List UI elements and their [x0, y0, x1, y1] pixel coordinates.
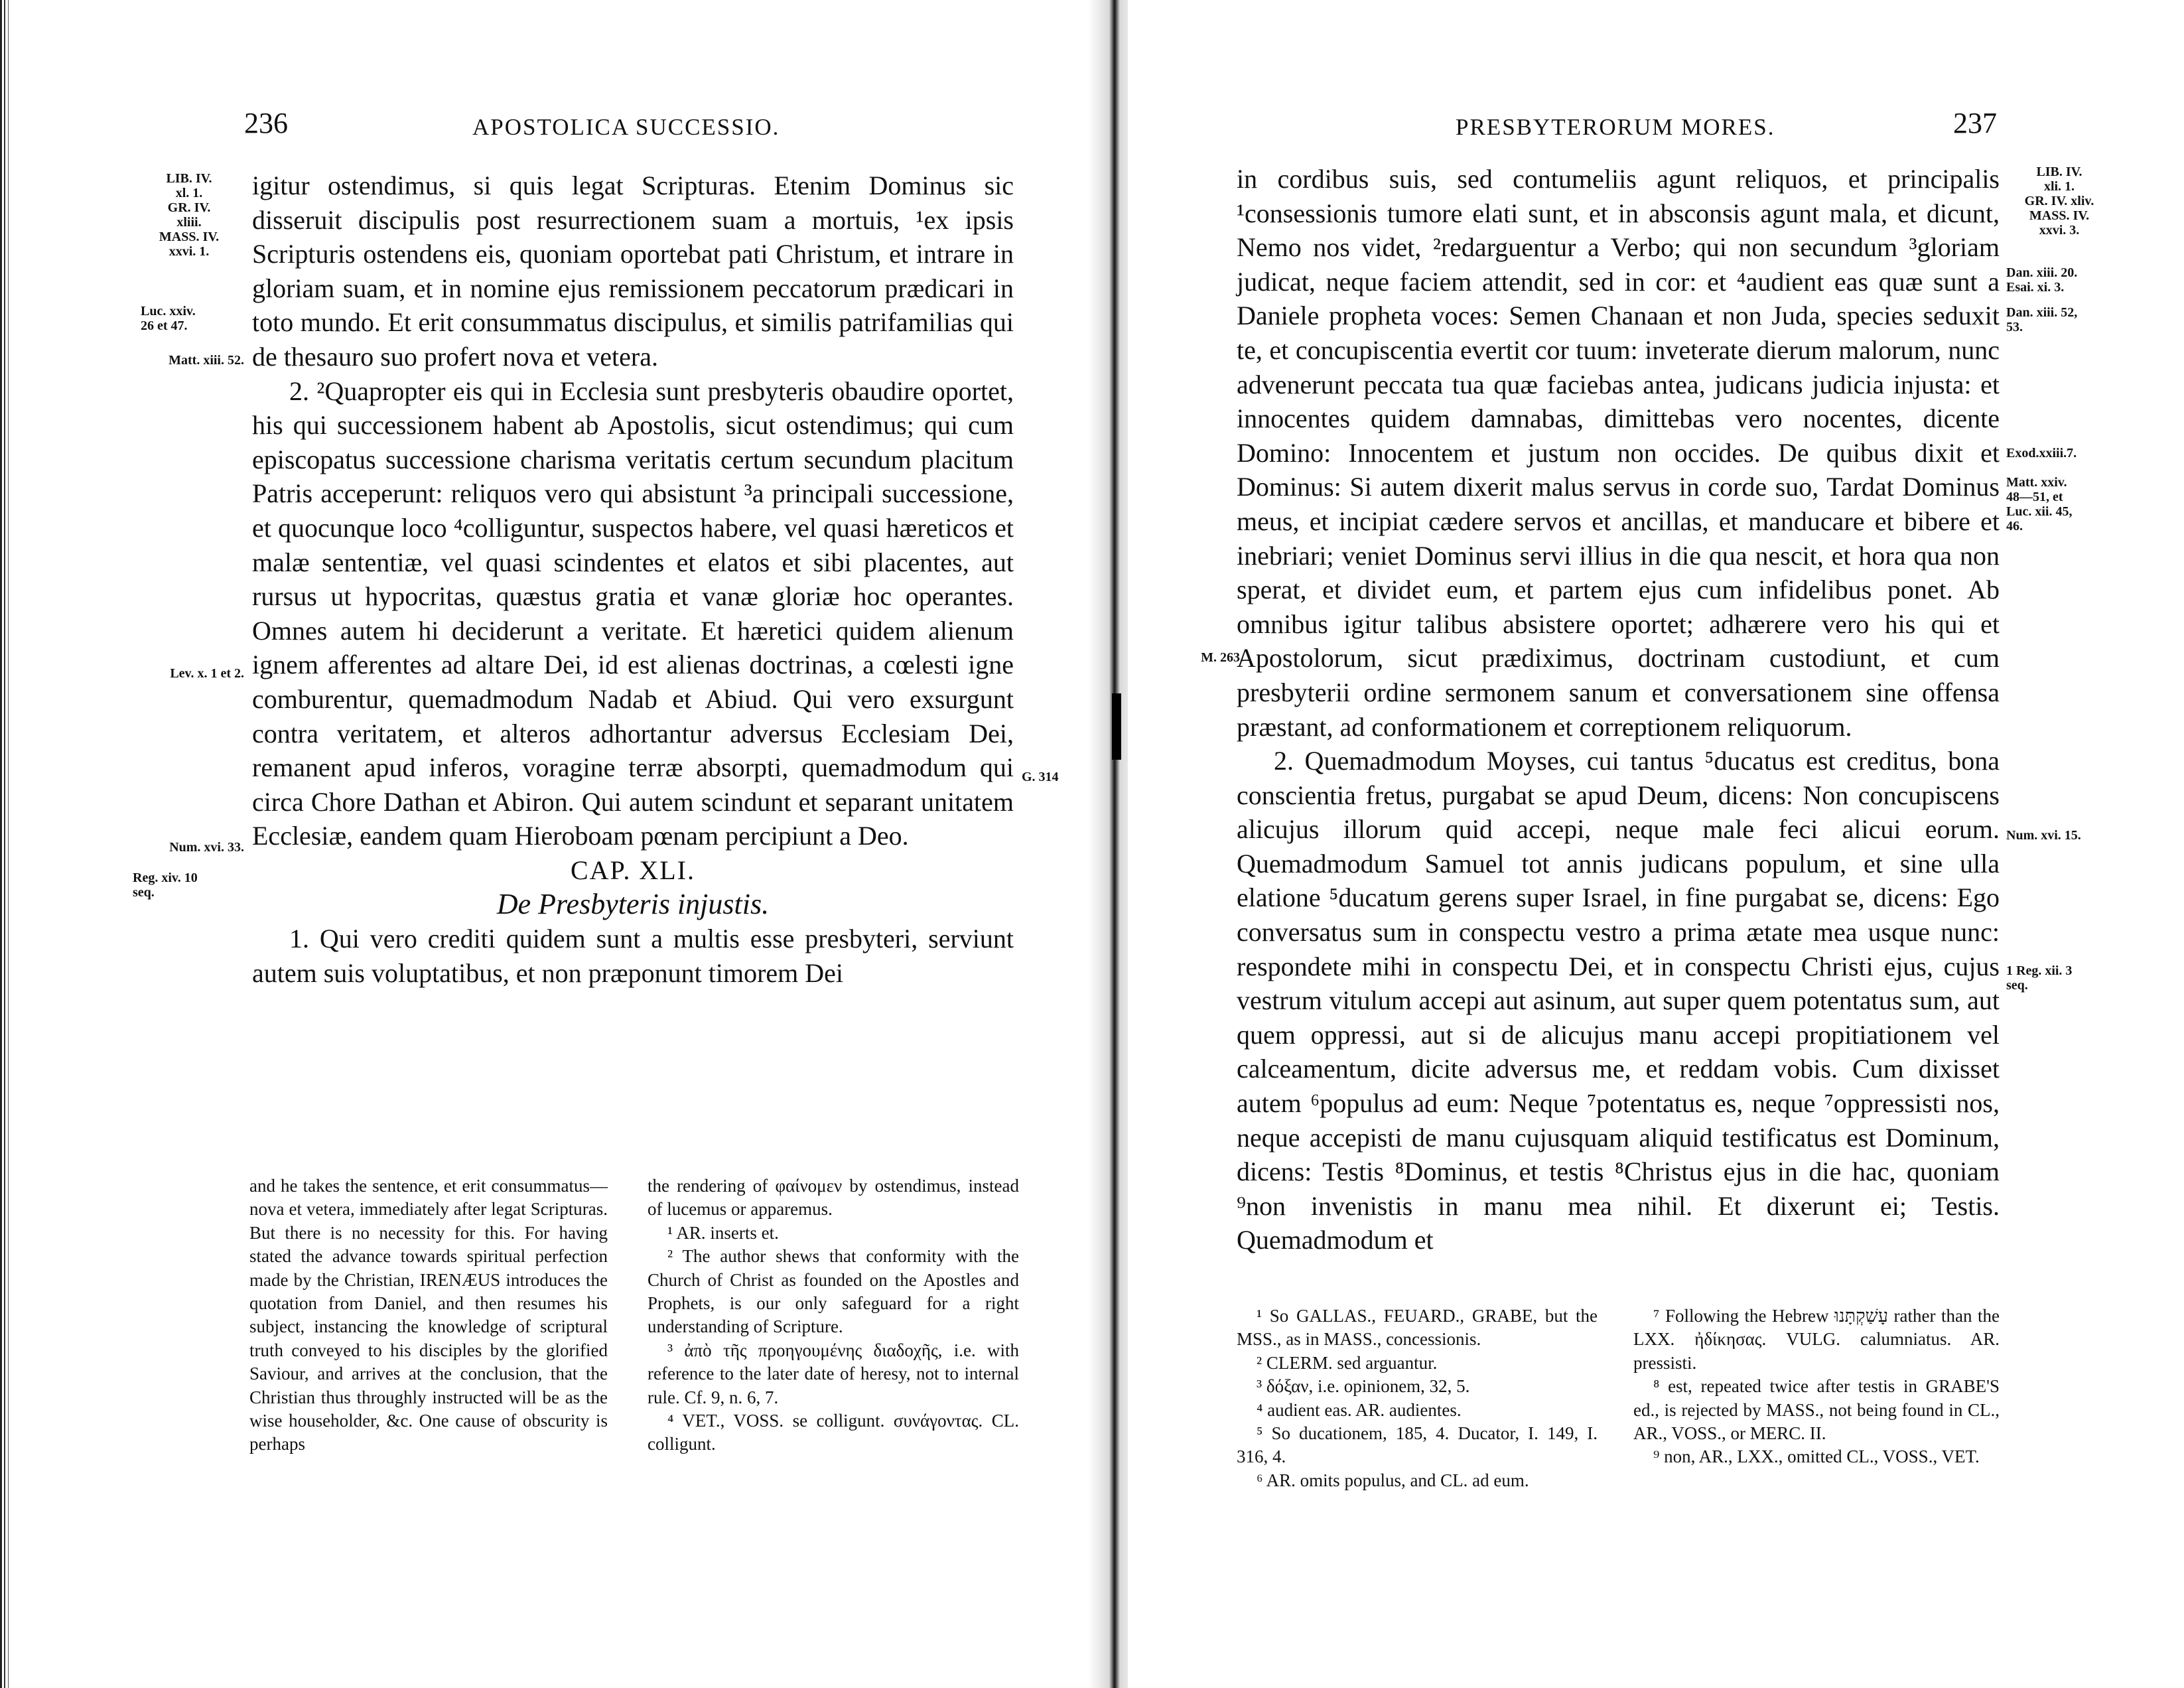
- sidenote: Num. xvi. 15.: [2006, 828, 2081, 843]
- chapter-subtitle: De Presbyteris injustis.: [496, 888, 770, 921]
- gutter-mark: [1112, 693, 1121, 760]
- footnote: the rendering of φαίνομεν by ostendimus, instead of lucemus or apparemus.: [648, 1176, 1019, 1220]
- footnote: and he takes the sentence, et erit consummatus—nova et vetera, immediately after legat Scripturas. But there is no necessity for this. For having stated the advance towards spiritual perfection made by the Christian, IRENÆUS introduces the quotation from Daniel, and then resumes his subject, instancing the knowledge of scriptural truth conveyed to his disciples by the glorified Saviour, and arrives at the conclusion, that the Christian thus throughly instructed will be as the wise householder, &c. One cause of obscurity is perhaps: [249, 1176, 608, 1454]
- paragraph: igitur ostendimus, si quis legat Scripturas. Etenim Dominus sic disseruit discipulis post resurrectionem suam a mortuis, ¹ex ipsis Scripturis ostendens eis, quoniam oportebat pati Christum, et intrare in gloriam suam, et in nomine ejus remissionem peccatorum prædicari in toto mundo. Et erit consummatus discipulus, et similis patrifamilias qui de thesauro suo profert nova et vetera.: [252, 171, 1014, 372]
- sidenote: Reg. xiv. 10 seq.: [133, 871, 198, 900]
- sidenote: Lev. x. 1 et 2.: [170, 666, 244, 681]
- sidenote: Dan. xiii. 52, 53.: [2006, 305, 2078, 334]
- binding-edge: [0, 0, 16, 1688]
- sidenote: 1 Reg. xii. 3 seq.: [2006, 963, 2073, 993]
- main-text: [1237, 162, 2000, 1257]
- footnote: ⁵ So ducationem, 185, 4. Ducator, I. 149, I. 316, 4.: [1237, 1423, 1598, 1467]
- paragraph: 2. ²Quapropter eis qui in Ecclesia sunt presbyteris obaudire oportet, his qui successionem habent ab Apostolis, sicut ostendimus; qui cum episcopatus successione charisma veritatis certum secundum placitum Patris acceperunt: reliquos vero qui absistunt ³a principali successione, et quocunque loco ⁴colliguntur, suspectos habere, vel quasi hæreticos et malæ sententiæ, vel quasi scindentes et elatos et sibi placentes, aut rursus ut hypocritas, quæstus gratia et vanæ gloriæ hoc operantes. Omnes autem hi deciderunt a veritate. Et hæretici quidem alienum ignem afferentes ad altare Dei, id est alienas doctrinas, a cœlesti igne comburentur, quemadmodum Nadab et Abiud. Qui vero exsurgunt contra veritatem, et alteros adhortantur adversus Ecclesiam Dei, remanent apud inferos, voragine terræ absorpti, quemadmodum qui circa Chore Dathan et Abiron. Qui autem scindunt et separant unitatem Ecclesiæ, eandem quam Hieroboam pœnam percipiunt a Deo.: [252, 376, 1014, 851]
- chapter-heading: CAP. XLI.: [570, 855, 696, 885]
- page-number: 236: [244, 107, 288, 139]
- footnotes: [1237, 1304, 2000, 1570]
- footnote: ² CLERM. sed arguantur.: [1257, 1352, 1438, 1373]
- footnote-column: [249, 1174, 608, 1456]
- margin-reference: G. 314: [1022, 770, 1059, 784]
- right-page: [1128, 0, 2184, 1688]
- sidenote: Matt. xiii. 52.: [169, 353, 244, 368]
- footnote: ³ ἀπὸ τῆς προηγουμένης διαδοχῆς, i.e. with reference to the later date of heresy, not to internal rule. Cf. 9, n. 6, 7.: [648, 1340, 1019, 1407]
- margin-reference: M. 263.: [1201, 650, 1243, 665]
- footnote: ⁷ Following the Hebrew עָשַׁקְתָּנוּ rather than the LXX. ἠδίκησας. VULG. calumniatus. AR. pressisti.: [1633, 1306, 2000, 1373]
- footnote: ¹ So GALLAS., FEUARD., GRABE, but the MSS., as in MASS., concessionis.: [1237, 1306, 1598, 1350]
- sidenote: LIB. IV. xli. 1. GR. IV. xliv. MASS. IV. xxvi. 3.: [2024, 165, 2094, 238]
- sidenote: Luc. xxiv. 26 et 47.: [141, 304, 196, 333]
- main-text: [252, 169, 1014, 990]
- footnote: ¹ AR. inserts et.: [667, 1222, 779, 1243]
- running-head: PRESBYTERORUM MORES.: [1456, 114, 1775, 140]
- sidenote: LIB. IV. xl. 1. GR. IV. xliii. MASS. IV. xxvi. 1.: [159, 171, 220, 259]
- footnote: ² The author shews that conformity with the Church of Christ as founded on the Apostles and Prophets, is our only safeguard for a right understanding of Scripture.: [648, 1246, 1019, 1337]
- footnote-column: [1237, 1304, 1598, 1492]
- sidenote: Matt. xxiv. 48—51, et Luc. xii. 45, 46.: [2006, 475, 2073, 533]
- paragraph: 2. Quemadmodum Moyses, cui tantus ⁵ducatus est creditus, bona conscientia fretus, purgabat se apud Deum, dicens: Non concupiscens alicujus illorum quid accepi, neque male feci alicui eorum. Quemadmodum Samuel tot annis judicans populum, et sine ulla elatione ⁵ducatum gerens super Israel, in fine purgabat se, dicens: Ego conversatus sum in conspectu vestro a prima ætate mea usque nunc: respondete mihi in conspectu Dei, et in conspectu Christi ejus, cujus vestrum vitulum accepi aut asinum, aut super quem potentatus sum, aut quem oppressi, aut si de alicujus manu accepi propitiationem vel calceamentum, dicite adversus me, et reddam vobis. Cum dixisset autem ⁶populus ad eum: Neque ⁷potentatus es, neque ⁷oppressisti nos, neque accepisti de manu cujusquam aliquid testificatus est Dominum, dicens: Testis ⁸Dominus, et testis ⁸Christus ejus in die hac, quoniam ⁹non invenistis in manu mea nihil. Et dixerunt ei; Testis. Quemadmodum et: [1237, 746, 2000, 1255]
- footnote: ⁸ est, repeated twice after testis in GRABE'S ed., is rejected by MASS., not being found in CL., AR., VOSS., or MERC. II.: [1633, 1376, 2000, 1444]
- footnote-column: [1633, 1304, 2000, 1469]
- sidenote: Num. xvi. 33.: [169, 840, 244, 855]
- footnote-column: [648, 1174, 1019, 1456]
- footnote: ⁴ audient eas. AR. audientes.: [1257, 1399, 1462, 1420]
- footnote: ⁹ non, AR., LXX., omitted CL., VOSS., VET.: [1653, 1446, 1980, 1467]
- sidenote: Exod.xxiii.7.: [2006, 446, 2077, 460]
- page-number: 237: [1953, 107, 1997, 139]
- paragraph: in cordibus suis, sed contumeliis agunt reliquos, et principalis ¹consessionis tumore elati sunt, et in absconsis agunt mala, et dicunt, Nemo nos videt, ²redarguentur a Verbo; qui non secundum ³gloriam judicat, neque faciem attendit, sed in cor: et ⁴audient eas quæ sunt a Daniele propheta voces: Semen Chanaan et non Juda, species seduxit te, et concupiscentia evertit cor tuum: inveterate dierum malorum, nunc advenerunt peccata tua quæ faciebas antea, judicans judicia injusta: et innocentes quidem damnabas, dimittebas vero nocentes, dicente Domino: Innocentem et justum non occides. De quibus dixit et Dominus: Si autem dixerit malus servus in corde suo, Tardat Dominus meus, et incipiat cædere servos et ancillas, et manducare et bibere et inebriari; veniet Dominus servi illius in die qua nescit, et hora qua non sperat, et dividet eum, et partem ejus cum infidelibus ponet. Ab omnibus igitur talibus absistere oportet; adhærere vero his qui et Apostolorum, sicut prædiximus, doctrinam custodiunt, et cum presbyterii ordine sermonem sanum et conversationem sine offensa præstant, ad conformationem et correptionem reliquorum.: [1237, 164, 2000, 742]
- footnotes: [249, 1174, 1019, 1546]
- footnote: ³ δόξαν, i.e. opinionem, 32, 5.: [1257, 1376, 1470, 1397]
- paragraph: 1. Qui vero crediti quidem sunt a multis esse presbyteri, serviunt autem suis voluptatibus, et non præponunt timorem Dei: [252, 924, 1014, 988]
- sidenote: Dan. xiii. 20. Esai. xi. 3.: [2006, 265, 2078, 295]
- footnote: ⁶ AR. omits populus, and CL. ad eum.: [1257, 1470, 1529, 1490]
- running-head: APOSTOLICA SUCCESSIO.: [472, 114, 780, 140]
- footnote: ⁴ VET., VOSS. se colligunt. συνάγοντας. CL. colligunt.: [648, 1411, 1019, 1454]
